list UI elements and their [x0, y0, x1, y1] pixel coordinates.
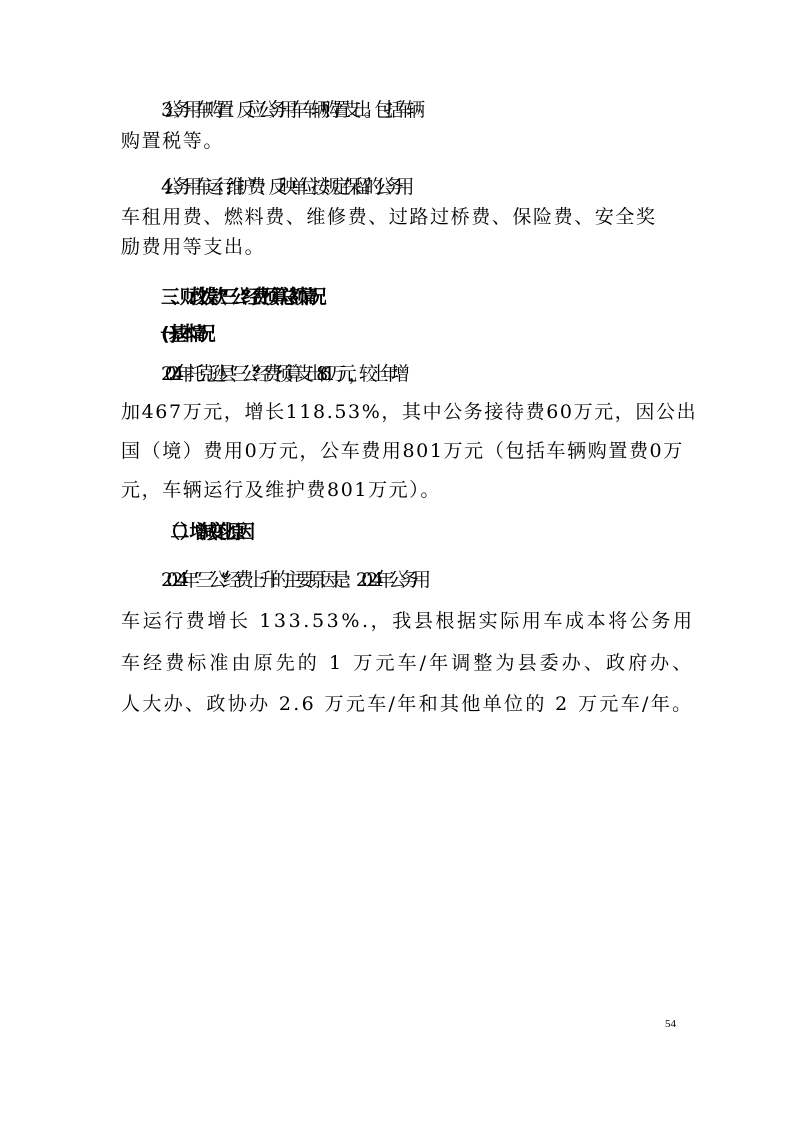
section3-heading: 三、财政拨款“三公”经费预算总额情况 [161, 286, 318, 308]
basic-line2: 加467万元，增长118.53%，其中公务接待费60万元，因公出 [121, 401, 698, 423]
subsection1-heading: (一)基本情况 [161, 323, 207, 345]
reason-line3: 车经费标准由原先的 1 万元车/年调整为县委办、政府办、 [121, 652, 695, 674]
item4-line2: 车租用费、燃料费、维修费、过路过桥费、保险费、安全奖 [121, 206, 657, 228]
reason-line4: 人大办、政协办 2.6 万元车/年和其他单位的 2 万元车/年。 [121, 693, 694, 715]
reason-line1: 2024 年“三公”经费上升的主要原因是：2024 年公务用 [161, 569, 425, 591]
subsection2-heading: （二）增减变化原因 [161, 521, 246, 543]
basic-line4: 元，车辆运行及维护费801万元）。 [121, 479, 441, 501]
item4-line3: 励费用等支出。 [121, 236, 266, 258]
reason-line2: 车运行费增长 133.53%.，我县根据实际用车成本将公务用 [121, 610, 695, 632]
basic-line3: 国（境）费用0万元，公车费用801万元（包括车辆购置费0万 [121, 440, 684, 462]
item4-line1: 4.公务用车运行维护费：反映单位按规定保留的公务用 [161, 176, 407, 198]
page-number: 54 [665, 1018, 676, 1030]
item3-line2: 购置税等。 [121, 130, 225, 152]
item3-line1: 3.公务用车购置：反应公务用车车辆购置支出。包括车辆 [161, 99, 417, 121]
basic-line1: 2024年托克逊县“三公”经费预算支出861万元，较上年增 [161, 363, 402, 385]
